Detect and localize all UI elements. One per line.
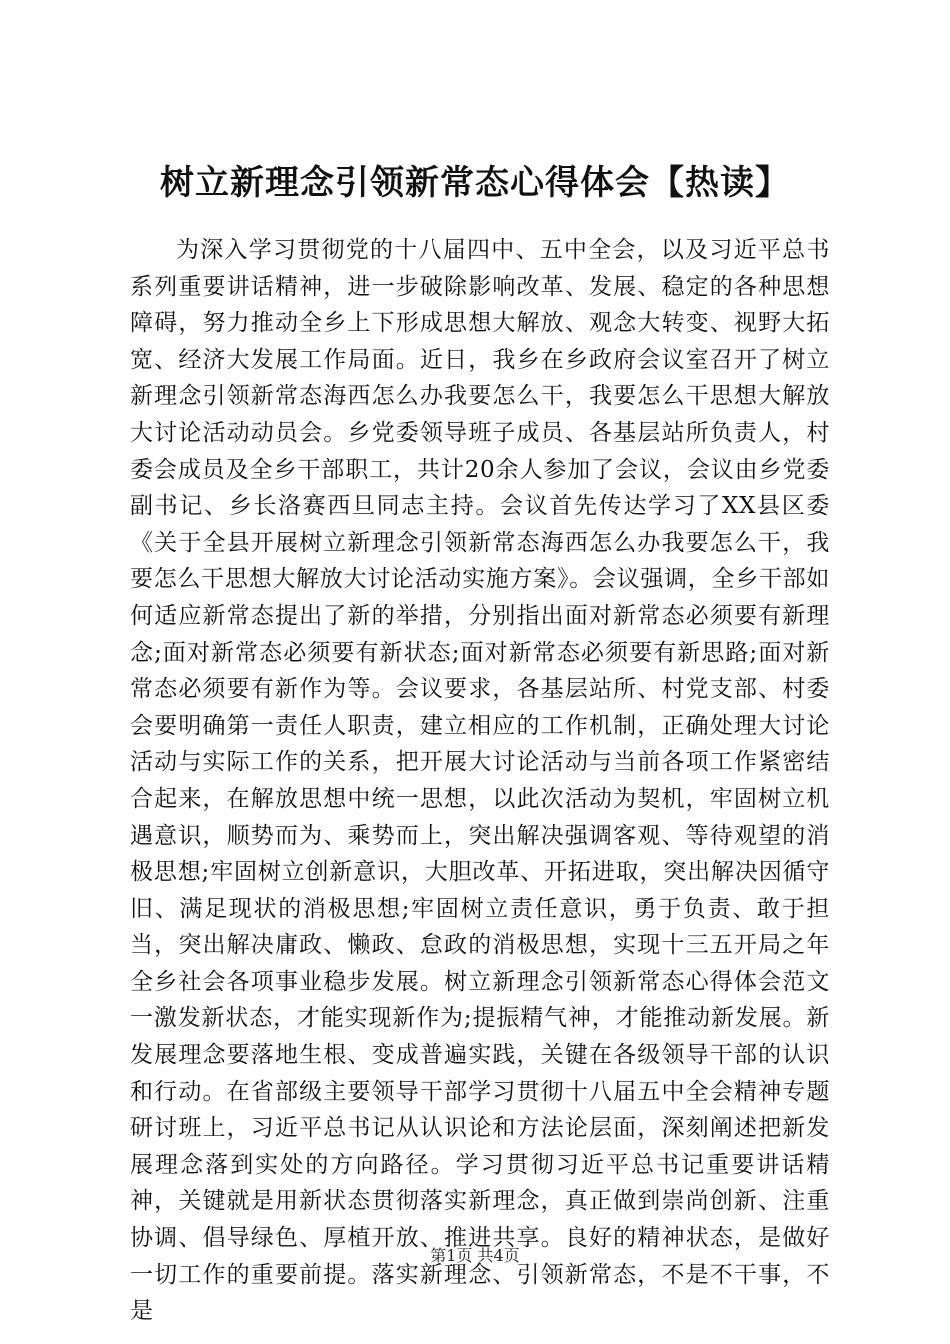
page-number-footer: 第1页 共4页 <box>430 1246 520 1265</box>
document-title: 树立新理念引领新常态心得体会【热读】 <box>160 163 790 203</box>
document-body-paragraph: 为深入学习贯彻党的十八届四中、五中全会，以及习近平总书系列重要讲话精神，进一步破除影响改革、发展、稳定的各种思想障碍，努力推动全乡上下形成思想大解放、观念大转变、视野大拓宽、经济大发展工作局面。近日，我乡在乡政府会议室召开了树立新理念引领新常态海西怎么办我要怎么干，我要怎么干思想大解放大讨论活动动员会。乡党委领导班子成员、各基层站所负责人，村委会成员及全乡干部职工，共计20余人参加了会议，会议由乡党委副书记、乡长洛赛西旦同志主持。会议首先传达学习了XX县区委《关于全县开展树立新理念引领新常态海西怎么办我要怎么干，我要怎么干思想大解放大讨论活动实施方案》。会议强调，全乡干部如何适应新常态提出了新的举措，分别指出面对新常态必须要有新理念;面对新常态必须要有新状态;面对新常态必须要有新思路;面对新常态必须要有新作为等。会议要求，各基层站所、村党支部、村委会要明确第一责任人职责，建立相应的工作机制，正确处理大讨论活动与实际工作的关系，把开展大讨论活动与当前各项工作紧密结合起来，在解放思想中统一思想，以此次活动为契机，牢固树立机遇意识，顺势而为、乘势而上，突出解决强调客观、等待观望的消极思想;牢固树立创新意识，大胆改革、开拓进取，突出解决因循守旧、满足现状的消极思想;牢固树立责任意识，勇于负责、敢于担当，突出解决庸政、懒政、怠政的消极思想，实现十三五开局之年全乡社会各项事业稳步发展。树立新理念引领新常态心得体会范文一激发新状态，才能实现新作为;提振精气神，才能推动新发展。新发展理念要落地生根、变成普遍实践，关键在各级领导干部的认识和行动。在省部级主要领导干部学习贯彻十八届五中全会精神专题研讨班上，习近平总书记从认识论和方法论层面，深刻阐述把新发展理念落到实处的方向路径。学习贯彻习近平总书记重要讲话精神，关键就是用新状态贯彻落实新理念，真正做到崇尚创新、注重协调、倡导绿色、厚植开放、推进共享。良好的精神状态，是做好一切工作的重要前提。落实新理念、引领新常态，不是不干事，不是 <box>130 237 830 1325</box>
